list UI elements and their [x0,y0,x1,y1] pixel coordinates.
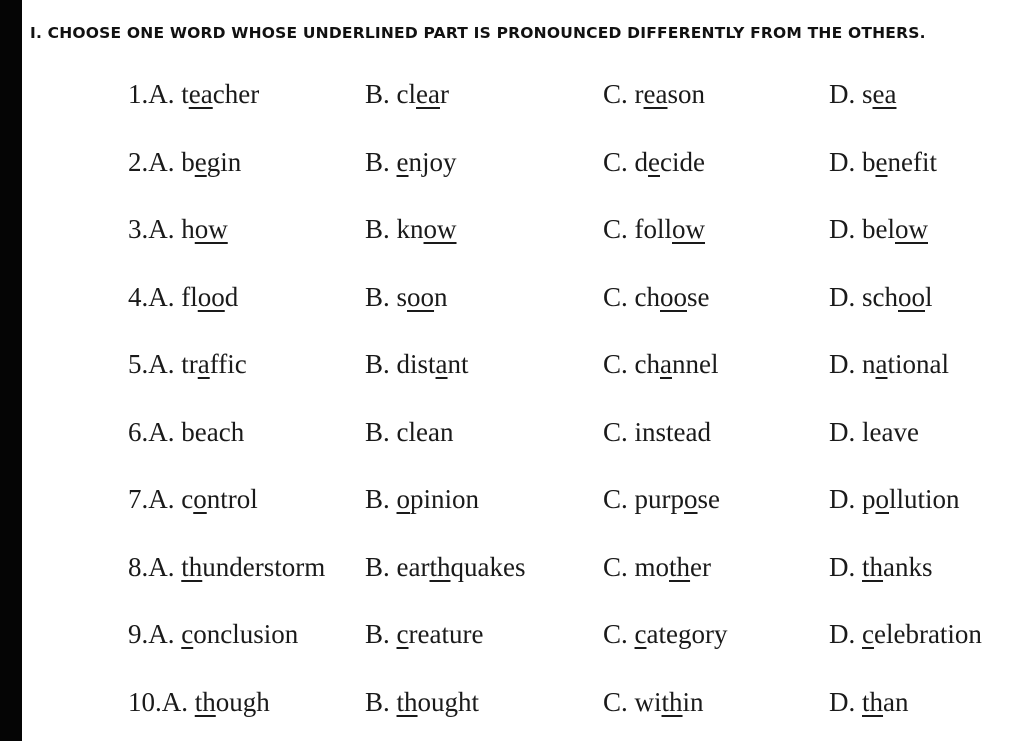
word-start: h [181,214,195,244]
word-end: ffic [210,349,247,379]
option-a [128,682,270,722]
word-start: dist [397,349,436,379]
option-a [128,547,325,587]
option-d [829,479,960,519]
option-prefix: B. [365,484,397,514]
option-d [829,209,928,249]
word-end: gin [207,147,242,177]
option-b [365,209,457,249]
option-prefix: D. [829,79,862,109]
option-prefix: C. [603,349,635,379]
exercise-heading: I. CHOOSE ONE WORD WHOSE UNDERLINED PART IS PRONOUNCED DIFFERENTLY FROM THE OTHERS. [30,24,926,42]
underlined-part: ow [895,214,928,244]
word-start: mo [635,552,670,582]
option-b [365,614,483,654]
option-prefix: 8.A. [128,552,181,582]
word-start: r [635,79,644,109]
underlined-part: o [684,484,698,514]
option-prefix: C. [603,552,635,582]
word-start: d [635,147,649,177]
word-start: instead [635,417,711,447]
underlined-part: th [429,552,450,582]
option-d [829,547,933,587]
underlined-part: th [397,687,418,717]
option-prefix: D. [829,687,862,717]
word-end: anks [883,552,933,582]
underlined-part: oo [660,282,687,312]
word-end: er [690,552,711,582]
word-start: cl [397,79,417,109]
underlined-part: ea [416,79,440,109]
option-c [603,479,720,519]
option-c [603,412,711,452]
word-end: cide [660,147,705,177]
underlined-part: o [397,484,411,514]
underlined-part: c [181,619,193,649]
option-prefix: D. [829,417,862,447]
option-prefix: C. [603,282,635,312]
word-end: ough [216,687,270,717]
option-a [128,277,238,317]
option-b [365,682,479,722]
option-d [829,142,937,182]
underlined-part: th [181,552,202,582]
underlined-part: o [193,484,207,514]
option-prefix: B. [365,619,397,649]
option-b [365,412,453,452]
option-d [829,74,896,114]
option-b [365,74,449,114]
underlined-part: e [195,147,207,177]
option-a [128,614,298,654]
underlined-part: ea [644,79,668,109]
word-start: bel [862,214,895,244]
option-c [603,74,705,114]
word-end: cher [213,79,259,109]
word-end: njoy [409,147,457,177]
word-end: l [925,282,933,312]
underlined-part: ow [424,214,457,244]
option-prefix: C. [603,417,635,447]
option-c [603,209,705,249]
word-start: wi [635,687,662,717]
underlined-part: o [876,484,890,514]
word-start: ch [635,282,660,312]
underlined-part: e [397,147,409,177]
word-end: pinion [410,484,479,514]
option-prefix: 5.A. [128,349,181,379]
word-end: n [434,282,448,312]
word-end: an [883,687,908,717]
word-start: sch [862,282,898,312]
word-start: kn [397,214,424,244]
word-end: llution [889,484,960,514]
option-a [128,142,241,182]
word-end: elebration [874,619,982,649]
underlined-part: c [635,619,647,649]
option-d [829,344,949,384]
option-c [603,344,718,384]
underlined-part: a [876,349,888,379]
question-row [0,682,1024,749]
underlined-part: oo [898,282,925,312]
option-prefix: 2.A. [128,147,181,177]
option-prefix: 7.A. [128,484,181,514]
word-start: s [862,79,873,109]
word-start: purp [635,484,685,514]
underlined-part: a [198,349,210,379]
option-b [365,547,525,587]
option-b [365,142,457,182]
option-prefix: D. [829,484,862,514]
option-a [128,479,258,519]
option-prefix: D. [829,349,862,379]
option-prefix: B. [365,552,397,582]
word-end: quakes [451,552,526,582]
question-row [0,479,1024,547]
option-a [128,209,228,249]
word-end: ought [418,687,480,717]
word-end: understorm [202,552,325,582]
question-row [0,74,1024,142]
option-b [365,479,479,519]
underlined-part: e [876,147,888,177]
option-prefix: B. [365,79,397,109]
word-start: t [181,79,189,109]
option-prefix: C. [603,619,635,649]
word-end: tional [887,349,949,379]
option-prefix: 4.A. [128,282,181,312]
option-c [603,614,727,654]
option-prefix: D. [829,282,862,312]
word-end: onclusion [193,619,298,649]
question-row [0,547,1024,615]
option-prefix: 3.A. [128,214,181,244]
word-start: b [862,147,876,177]
word-start: b [181,147,195,177]
word-end: reature [409,619,484,649]
option-prefix: B. [365,147,397,177]
word-start: ear [397,552,430,582]
word-end: ategory [647,619,728,649]
underlined-part: th [662,687,683,717]
option-b [365,344,469,384]
word-start: c [181,484,193,514]
word-start: beach [181,417,244,447]
option-prefix: 1.A. [128,79,181,109]
question-row [0,412,1024,480]
option-prefix: 6.A. [128,417,181,447]
option-prefix: D. [829,147,862,177]
option-prefix: B. [365,282,397,312]
option-d [829,682,909,722]
question-row [0,614,1024,682]
option-prefix: B. [365,687,397,717]
word-end: d [225,282,239,312]
word-end: in [683,687,704,717]
underlined-part: a [660,349,672,379]
underlined-part: th [669,552,690,582]
option-c [603,547,711,587]
option-prefix: 10.A. [128,687,195,717]
option-prefix: D. [829,214,862,244]
word-end: ntrol [207,484,258,514]
option-prefix: D. [829,619,862,649]
option-a [128,74,259,114]
question-list [0,74,1024,749]
option-a [128,412,244,452]
option-d [829,614,982,654]
word-start: n [862,349,876,379]
underlined-part: ow [672,214,705,244]
word-start: s [397,282,408,312]
option-c [603,682,704,722]
option-c [603,277,710,317]
word-start: p [862,484,876,514]
underlined-part: a [436,349,448,379]
option-prefix: B. [365,214,397,244]
option-prefix: B. [365,417,397,447]
word-start: leave [862,417,919,447]
word-end: nefit [887,147,936,177]
question-row [0,344,1024,412]
option-prefix: D. [829,552,862,582]
question-row [0,209,1024,277]
word-end: r [440,79,449,109]
option-b [365,277,448,317]
option-d [829,412,919,452]
question-row [0,277,1024,345]
word-end: nt [448,349,469,379]
option-prefix: C. [603,687,635,717]
underlined-part: c [397,619,409,649]
word-end: se [687,282,710,312]
underlined-part: e [648,147,660,177]
option-a [128,344,247,384]
word-end: se [698,484,721,514]
underlined-part: ea [189,79,213,109]
underlined-part: th [862,687,883,717]
underlined-part: c [862,619,874,649]
word-start: clean [397,417,454,447]
underlined-part: th [862,552,883,582]
underlined-part: oo [198,282,225,312]
option-c [603,142,705,182]
option-prefix: C. [603,214,635,244]
underlined-part: th [195,687,216,717]
option-prefix: 9.A. [128,619,181,649]
word-start: foll [635,214,673,244]
question-row [0,142,1024,210]
underlined-part: ow [195,214,228,244]
word-end: son [667,79,705,109]
word-end: nnel [672,349,719,379]
underlined-part: ea [873,79,897,109]
option-prefix: C. [603,147,635,177]
option-prefix: C. [603,484,635,514]
option-d [829,277,933,317]
underlined-part: oo [407,282,434,312]
option-prefix: B. [365,349,397,379]
word-start: fl [181,282,198,312]
word-start: ch [635,349,660,379]
option-prefix: C. [603,79,635,109]
word-start: tr [181,349,198,379]
